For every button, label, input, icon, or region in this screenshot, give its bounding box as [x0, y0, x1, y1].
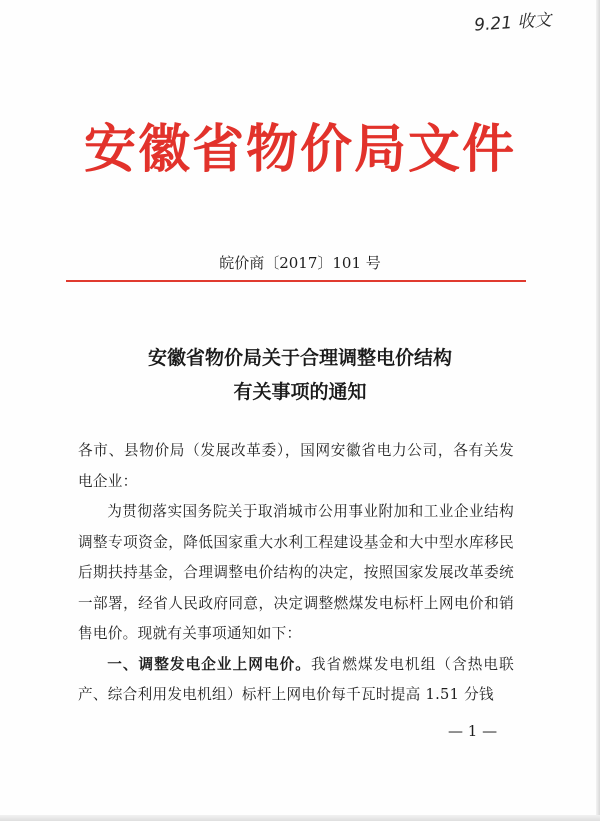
red-divider-line: [66, 280, 526, 282]
notice-title-line-1: 安徽省物价局关于合理调整电价结构: [147, 347, 452, 369]
document-header-title: 安徽省物价局文件: [83, 119, 516, 180]
notice-title-line-2: 有关事项的通知: [233, 381, 367, 403]
section-1-paragraph: [78, 650, 514, 711]
notice-title: [0, 341, 600, 409]
section-1-text: 我省燃煤发电机组（含热电联产、综合利用发电机组）标杆上网电价每千瓦时提高 1.51 分钱: [78, 655, 514, 703]
page-number: — 1 —: [448, 722, 498, 740]
paper-edge-bottom: [0, 815, 600, 821]
intro-paragraph: 为贯彻落实国务院关于取消城市公用事业附加和工业企业结构调整专项资金，降低国家重大水利工程建设基金和大中型水库移民后期扶持基金，合理调整电价结构的决定，按照国家发展改革委统一部署，经省人民政府同意，决定调整燃煤发电标杆上网电价和销售电价。现就有关事项通知如下：: [78, 503, 514, 642]
section-1-heading: 一、调整发电企业上网电价。: [107, 655, 311, 673]
document-number: 皖价商〔2017〕101 号: [219, 254, 381, 272]
addressee-paragraph: 各市、县物价局（发展改革委），国网安徽省电力公司，各有关发电企业：: [78, 442, 514, 490]
document-body: [78, 436, 514, 711]
handwritten-receipt-note: 9.21 收文: [473, 10, 553, 36]
